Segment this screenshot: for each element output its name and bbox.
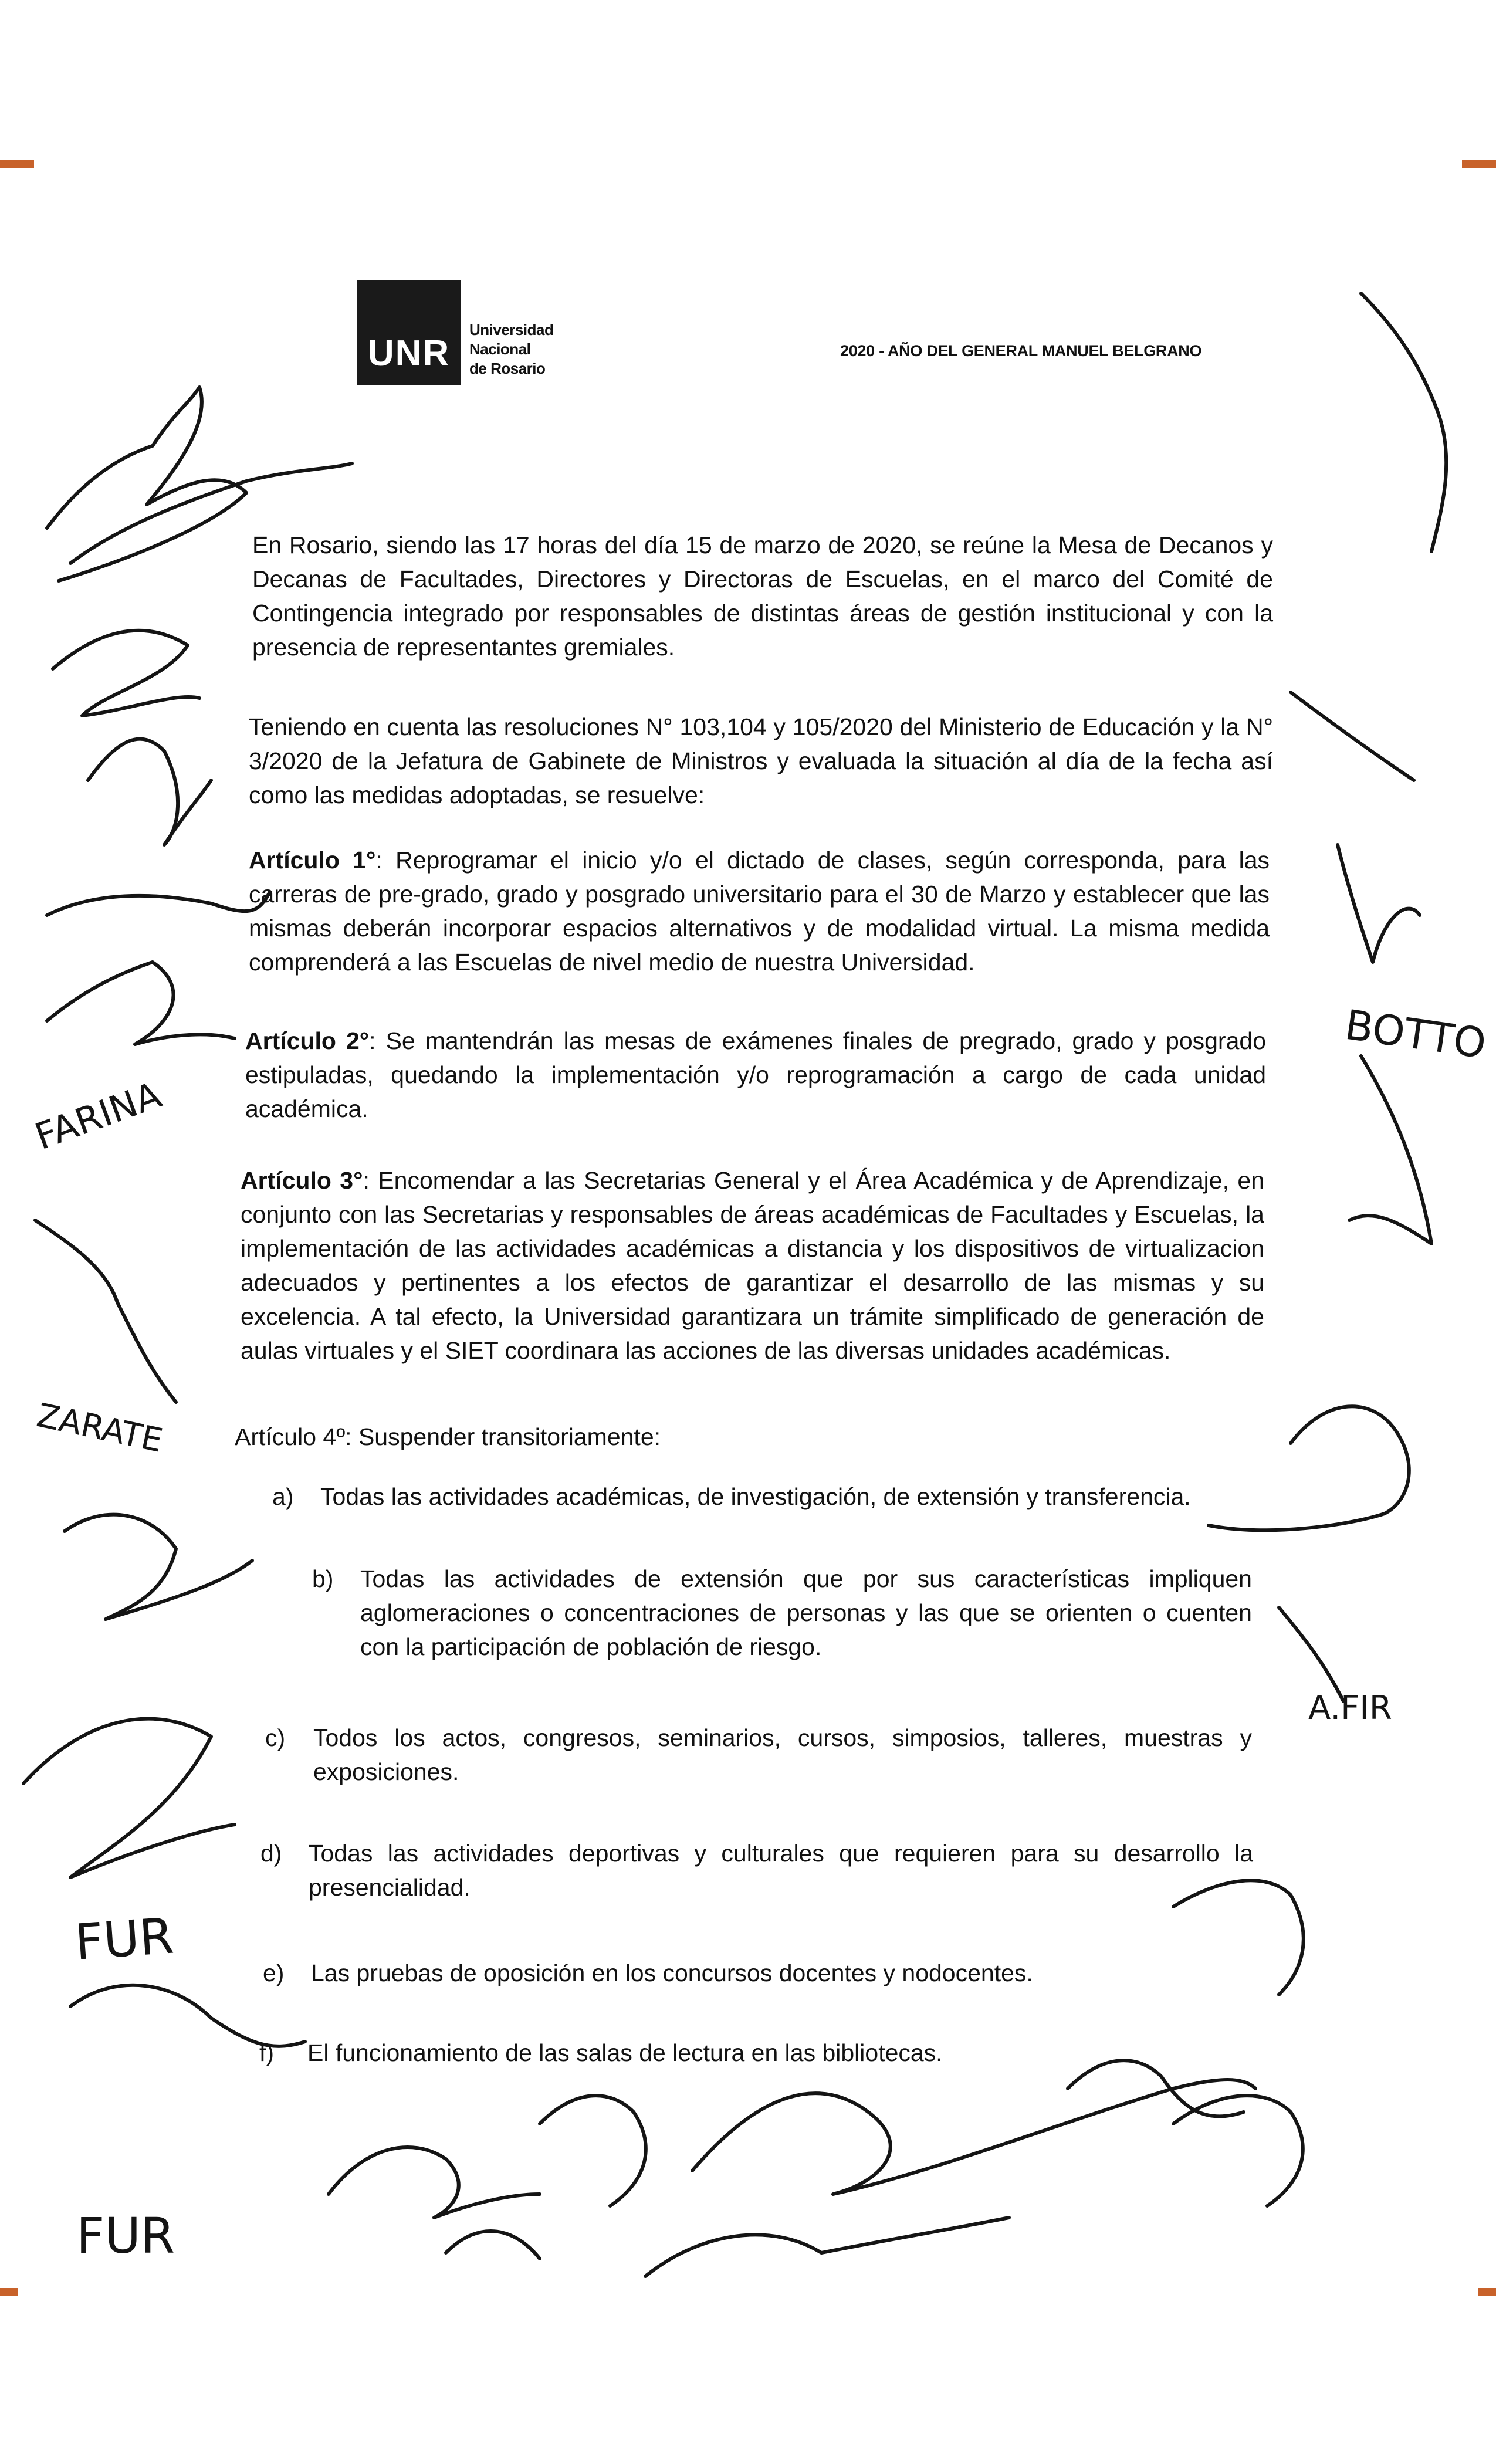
year-motto: 2020 - AÑO DEL GENERAL MANUEL BELGRANO xyxy=(840,342,1202,360)
signature-6 xyxy=(47,962,235,1044)
article-1-label: Artículo 1° xyxy=(249,847,376,874)
signature-4 xyxy=(88,739,211,845)
list-item-text: Todas las actividades de extensión que por sus características impliquen aglomeraciones o concentraciones de personas y las que se orienten o cuenten con la participación de población de riesgo. xyxy=(360,1565,1252,1660)
signature-22 xyxy=(692,2080,1255,2194)
list-item-text: El funcionamiento de las salas de lectura en las bibliotecas. xyxy=(307,2039,943,2066)
signature-20 xyxy=(1173,2096,1303,2206)
article-2-label: Artículo 2° xyxy=(245,1027,370,1054)
intro-paragraph: En Rosario, siendo las 17 horas del día 15 de marzo de 2020, se reúne la Mesa de Decanos y Decanas de Facultades, Directores y Directoras de Escuelas, en el marco del Comité de Contingencia integrado por responsables de distintas áreas de gestión institucional y con la presencia de representantes gremiales. xyxy=(252,532,1273,661)
logo-text: UNR xyxy=(367,333,451,374)
edge-mark-top-right xyxy=(1462,160,1496,168)
list-item-label: f) xyxy=(259,2039,275,2066)
list-item-e xyxy=(263,1956,1250,1990)
list-item-text: Todas las actividades deportivas y culturales que requieren para su desarrollo la presencialidad. xyxy=(309,1840,1253,1901)
signature-7 xyxy=(35,1220,176,1402)
signature-name-farina: FARINA xyxy=(29,1073,167,1159)
signature-14 xyxy=(1291,692,1414,780)
signature-16 xyxy=(1349,1056,1431,1244)
university-line-3: de Rosario xyxy=(469,360,546,377)
signature-11 xyxy=(329,2147,540,2218)
article-2 xyxy=(245,1024,1266,1126)
list-item-text: Todos los actos, congresos, seminarios, cursos, simposios, talleres, muestras y exposiciones. xyxy=(313,1724,1252,1785)
article-1-text: : Reprogramar el inicio y/o el dictado de clases, según corresponda, para las carreras de pre-grado, grado y posgrado universitario para el 30 de Marzo y establecer que las mismas deberán incorporar espacios alternativos y de modalidad virtual. La misma medida comprenderá a las Escuelas de nivel medio de nuestra Universidad. xyxy=(249,847,1270,976)
signature-1 xyxy=(47,387,246,581)
list-item-label: d) xyxy=(260,1840,282,1867)
edge-mark-top-left xyxy=(0,160,34,168)
list-item-c xyxy=(265,1721,1252,1789)
signature-name-zarate: ZARATE xyxy=(33,1396,166,1460)
signature-name-fur-1: FUR xyxy=(73,1907,176,1971)
list-item-label: b) xyxy=(312,1565,334,1592)
list-item-label: a) xyxy=(272,1483,294,1510)
considering-paragraph: Teniendo en cuenta las resoluciones N° 103,104 y 105/2020 del Ministerio de Educación y la N° 3/2020 de la Jefatura de Gabinete de Ministros y evaluada la situación al día de la fecha así como las medidas adoptadas, se resuelve: xyxy=(249,713,1273,808)
signature-name-fur-2: FUR xyxy=(76,2207,175,2265)
signature-23 xyxy=(645,2218,1009,2276)
unr-logo xyxy=(357,280,461,385)
article-2-text: : Se mantendrán las mesas de exámenes finales de pregrado, grado y posgrado estipuladas, quedando la implementación y/o reprogramación a cargo de cada unidad académica. xyxy=(245,1027,1266,1122)
signature-5 xyxy=(47,892,270,915)
signature-9 xyxy=(23,1719,235,1877)
article-4-heading: Artículo 4º: Suspender transitoriamente: xyxy=(235,1423,661,1450)
article-3-label: Artículo 3° xyxy=(241,1167,363,1194)
signature-3 xyxy=(53,631,199,716)
signature-15 xyxy=(1338,845,1420,962)
signature-18 xyxy=(1279,1607,1343,1701)
signature-21 xyxy=(540,2096,646,2206)
edge-mark-bottom-left xyxy=(0,2288,18,2296)
signature-12 xyxy=(446,2231,540,2259)
list-item-label: c) xyxy=(265,1724,286,1751)
university-line-2: Nacional xyxy=(469,340,531,358)
list-item-d xyxy=(260,1836,1253,1904)
university-name xyxy=(469,320,553,378)
list-item-text: Todas las actividades académicas, de investigación, de extensión y transferencia. xyxy=(320,1483,1191,1510)
list-item-a xyxy=(272,1480,1265,1514)
signature-name-botto: BOTTO xyxy=(1342,1000,1489,1068)
edge-mark-bottom-right xyxy=(1478,2288,1496,2296)
article-3 xyxy=(241,1163,1264,1368)
list-item-text: Las pruebas de oposición en los concursos docentes y nodocentes. xyxy=(311,1959,1033,1986)
list-item-f xyxy=(259,2036,1246,2070)
list-item-label: e) xyxy=(263,1959,285,1986)
list-item-b xyxy=(312,1562,1252,1664)
article-1 xyxy=(249,843,1270,979)
article-3-text: : Encomendar a las Secretarias General y el Área Académica y de Aprendizaje, en conjunto con las Secretarias y responsables de áreas académicas de Facultades y Escuelas, la implementación de las actividades académicas a distancia y los dispositivos de virtualizacion adecuados y pertinentes a los efectos de garantizar el desarrollo de las mismas y su excelencia. A tal efecto, la Universidad garantizara un trámite simplificado de generación de aulas virtuales y el SIET coordinara las acciones de las diversas unidades académicas. xyxy=(241,1167,1264,1364)
signature-8 xyxy=(65,1515,252,1619)
signature-13 xyxy=(1361,293,1446,551)
signature-name-afir: A.FIR xyxy=(1308,1689,1392,1727)
university-line-1: Universidad xyxy=(469,321,554,339)
